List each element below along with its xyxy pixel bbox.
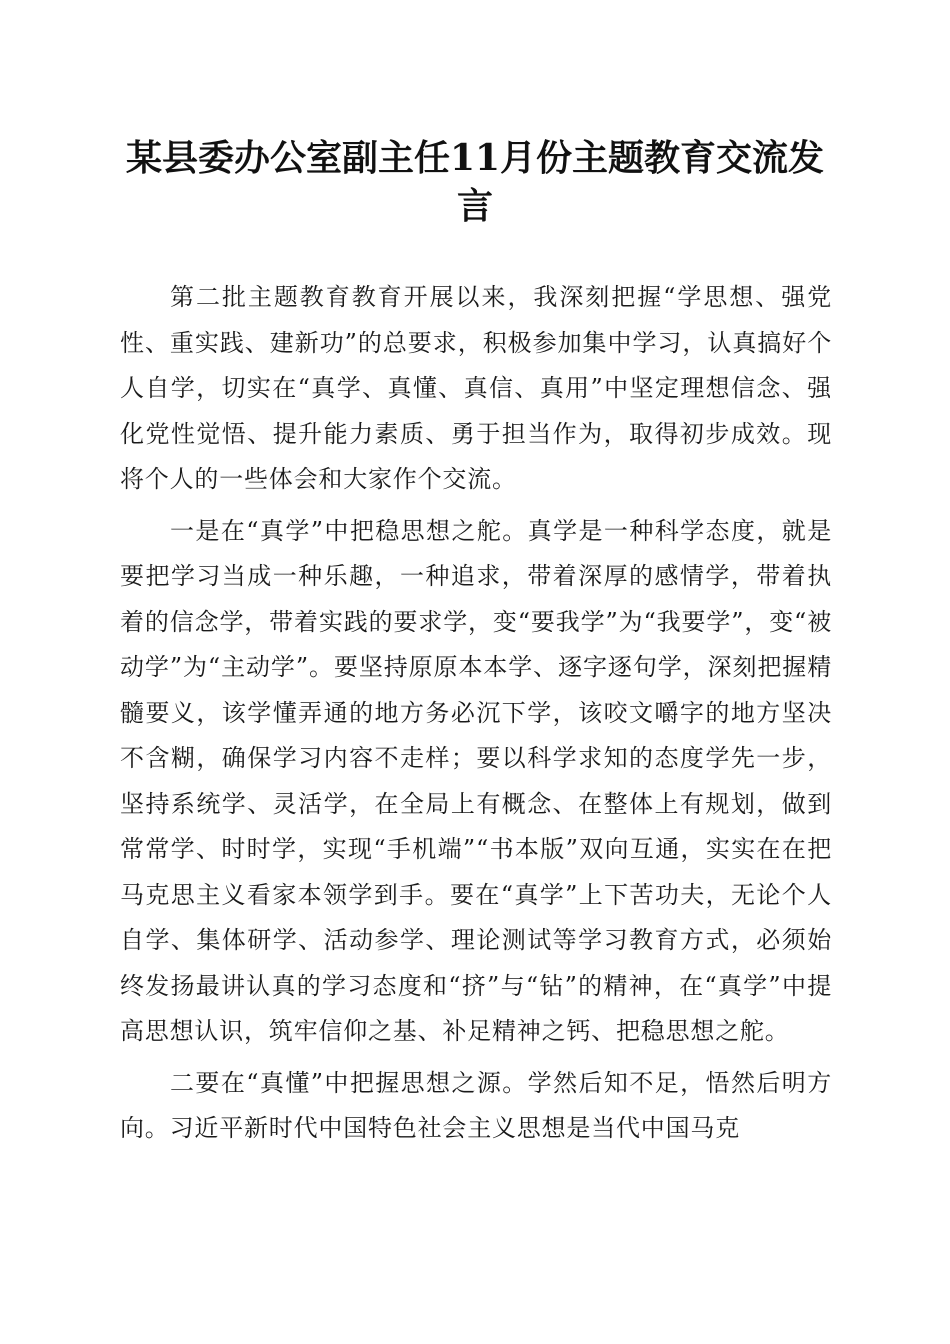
paragraph-point-two: 二要在“真懂”中把握思想之源。学然后知不足，悟然后明方向。习近平新时代中国特色社会主义思想是当代中国马克: [120, 1068, 832, 1142]
document-body: [120, 275, 832, 1158]
paragraph-point-one: 一是在“真学”中把稳思想之舵。真学是一种科学态度，就是要把学习当成一种乐趣，一种追求，带着深厚的感情学，带着执着的信念学，带着实践的要求学，变“要我学”为“我要学”，变“被动学”为“主动学”。要坚持原原本本学、逐字逐句学，深刻把握精髓要义，该学懂弄通的地方务必沉下学，该咬文嚼字的地方坚决不含糊，确保学习内容不走样；要以科学求知的态度学先一步，坚持系统学、灵活学，在全局上有概念、在整体上有规划，做到常常学、时时学，实现“手机端”“书本版”双向互通，实实在在把马克思主义看家本领学到手。要在“真学”上下苦功夫，无论个人自学、集体研学、活动参学、理论测试等学习教育方式，必须始终发扬最讲认真的学习态度和“挤”与“钻”的精神，在“真学”中提高思想认识，筑牢信仰之基、补足精神之钙、把稳思想之舵。: [120, 516, 832, 1045]
paragraph-intro: 第二批主题教育教育开展以来，我深刻把握“学思想、强党性、重实践、建新功”的总要求，积极参加集中学习，认真搞好个人自学，切实在“真学、真懂、真信、真用”中坚定理想信念、强化党性觉悟、提升能力素质、勇于担当作为，取得初步成效。现将个人的一些体会和大家作个交流。: [120, 283, 832, 493]
document-title: 某县委办公室副主任11月份主题教育交流发言: [125, 137, 825, 227]
